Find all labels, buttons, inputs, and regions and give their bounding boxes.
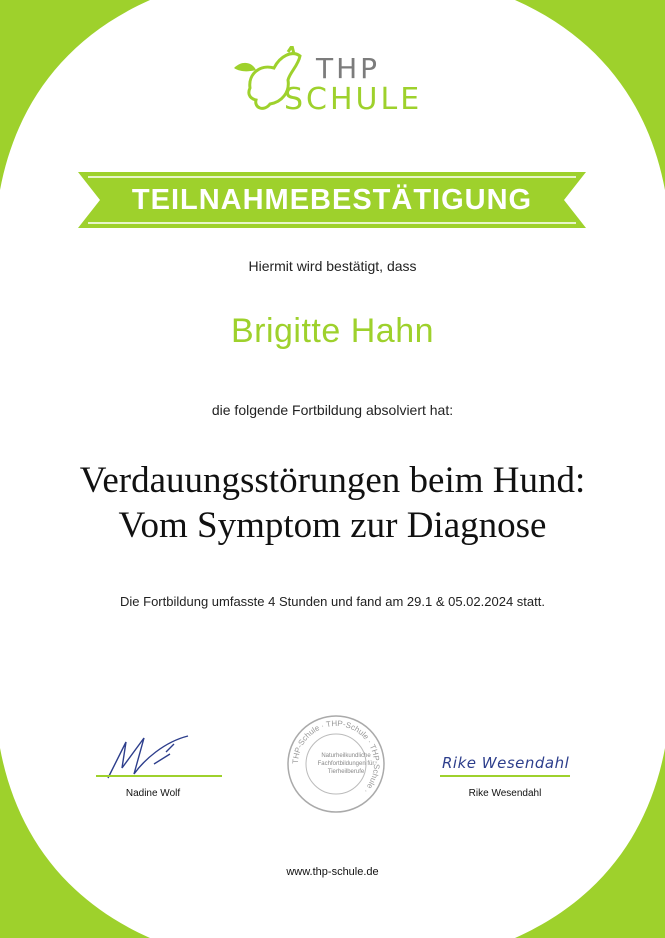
signature-line-left bbox=[96, 775, 222, 777]
seal-center-text: Naturheilkundliche Fachfortbildungen für Tierheilberufe bbox=[317, 753, 375, 775]
course-title-line-1: Verdauungsstörungen beim Hund: bbox=[79, 460, 586, 501]
signer-left-name: Nadine Wolf bbox=[125, 788, 181, 799]
logo-text-schule: SCHULE bbox=[284, 82, 423, 117]
signature-line-right bbox=[440, 775, 570, 777]
signature-rike-wesendahl: Rike Wesendahl bbox=[442, 754, 570, 772]
certificate-title: TEILNAHMEBESTÄTIGUNG bbox=[131, 184, 533, 216]
thp-schule-logo bbox=[228, 46, 440, 118]
intro-text: Hiermit wird bestätigt, dass bbox=[248, 258, 417, 274]
course-details: Die Fortbildung umfasste 4 Stunden und fand am 29.1 & 05.02.2024 statt. bbox=[120, 594, 545, 609]
course-title bbox=[0, 458, 665, 548]
website-url: www.thp-schule.de bbox=[286, 866, 379, 878]
seal-ring-text: THP-Schule · THP-Schule · THP-Schule · bbox=[290, 718, 382, 796]
completed-text: die folgende Fortbildung absolviert hat: bbox=[211, 402, 454, 418]
logo-text-thp: THP bbox=[316, 52, 381, 85]
signer-right-name: Rike Wesendahl bbox=[468, 788, 542, 799]
recipient-name: Brigitte Hahn bbox=[230, 312, 435, 350]
course-title-line-2: Vom Symptom zur Diagnose bbox=[118, 505, 547, 546]
